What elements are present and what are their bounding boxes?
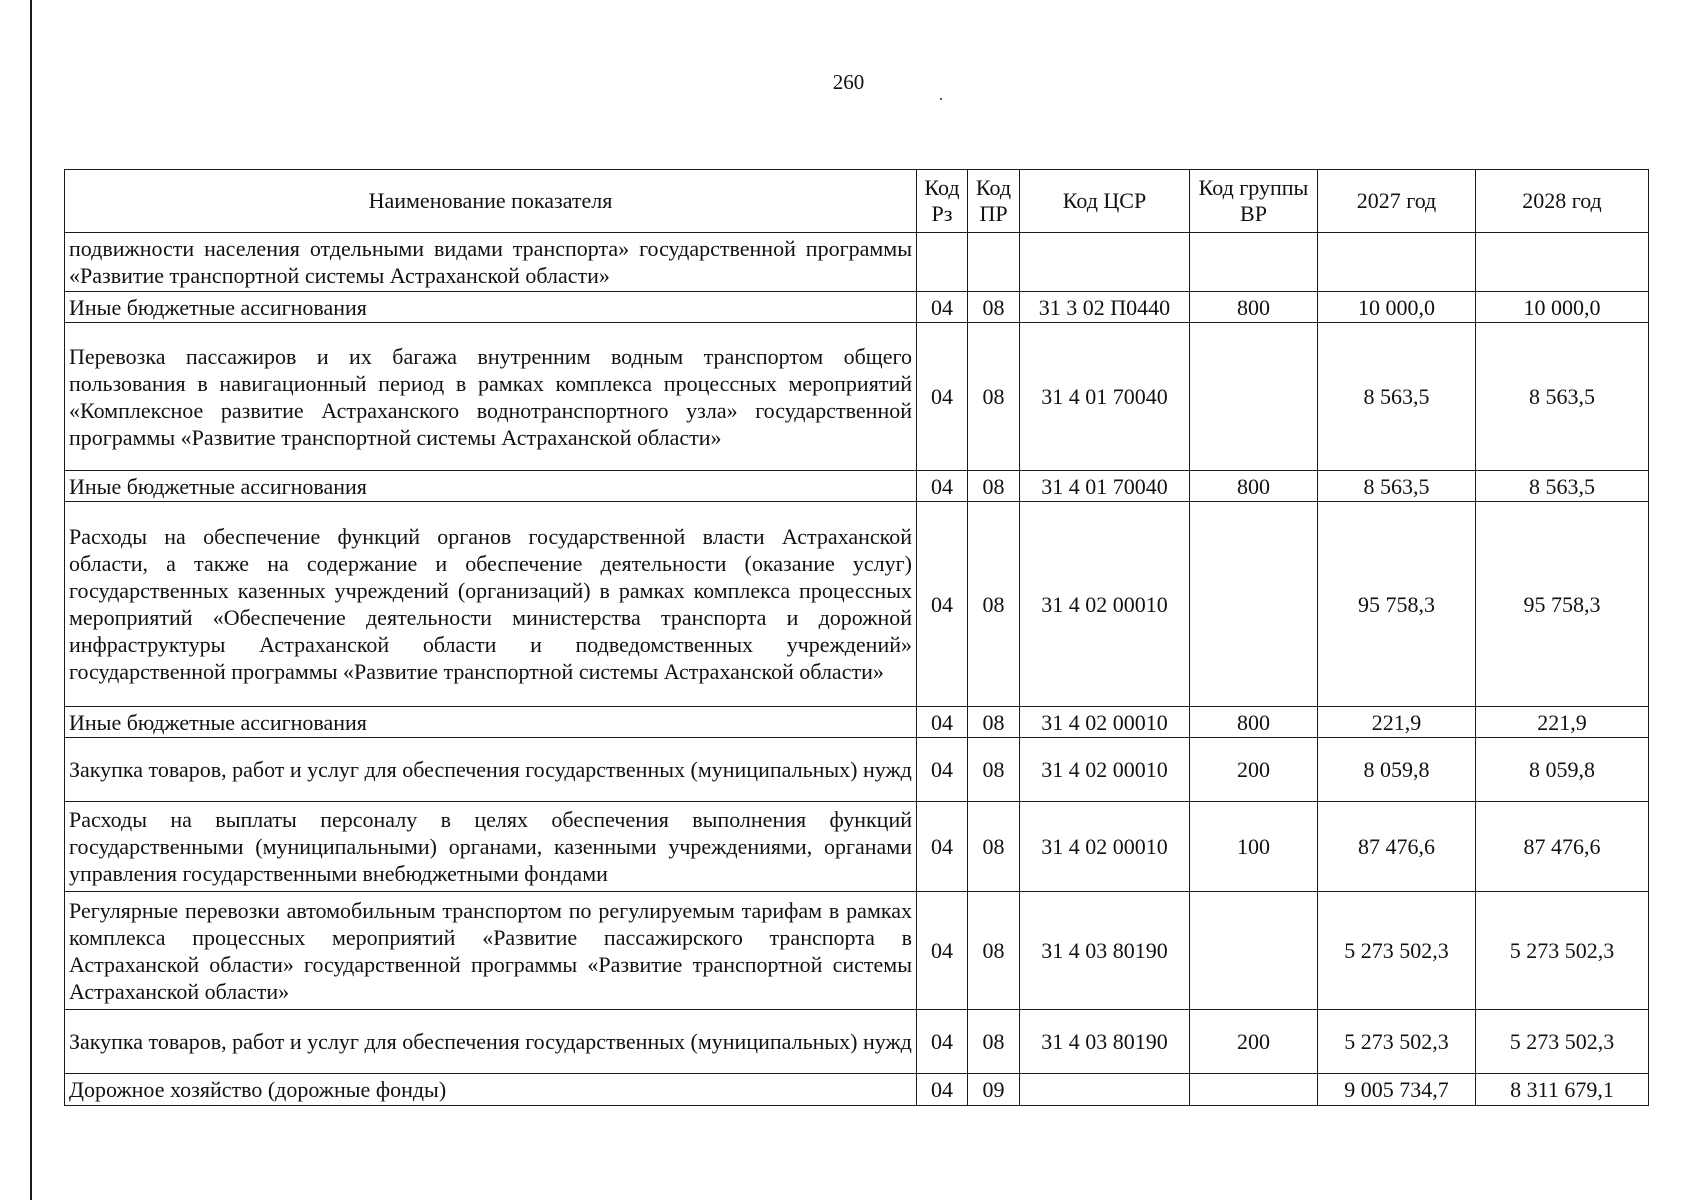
row-csr <box>1020 1074 1190 1106</box>
row-2028: 221,9 <box>1476 707 1649 738</box>
row-rz: 04 <box>917 323 968 471</box>
row-2027: 8 563,5 <box>1318 323 1476 471</box>
row-vr <box>1190 892 1318 1010</box>
row-csr: 31 4 02 00010 <box>1020 502 1190 707</box>
row-2028: 8 563,5 <box>1476 471 1649 502</box>
row-csr: 31 3 02 П0440 <box>1020 292 1190 323</box>
row-pr: 08 <box>968 471 1020 502</box>
row-pr: 08 <box>968 323 1020 471</box>
row-2027: 5 273 502,3 <box>1318 1010 1476 1074</box>
header-pr: Код ПР <box>968 170 1020 233</box>
row-pr: 09 <box>968 1074 1020 1106</box>
row-2027: 221,9 <box>1318 707 1476 738</box>
row-rz <box>917 233 968 292</box>
row-rz: 04 <box>917 802 968 892</box>
table-row <box>65 323 1649 471</box>
row-rz: 04 <box>917 707 968 738</box>
row-2028: 8 059,8 <box>1476 738 1649 802</box>
row-rz: 04 <box>917 1074 968 1106</box>
row-csr: 31 4 01 70040 <box>1020 471 1190 502</box>
table-row <box>65 738 1649 802</box>
row-2027: 8 059,8 <box>1318 738 1476 802</box>
row-vr <box>1190 323 1318 471</box>
row-pr: 08 <box>968 292 1020 323</box>
row-2028: 8 311 679,1 <box>1476 1074 1649 1106</box>
row-vr <box>1190 502 1318 707</box>
row-vr <box>1190 233 1318 292</box>
table-row <box>65 233 1649 292</box>
row-name: Иные бюджетные ассигнования <box>65 707 917 738</box>
row-vr: 800 <box>1190 292 1318 323</box>
row-csr <box>1020 233 1190 292</box>
row-2028: 87 476,6 <box>1476 802 1649 892</box>
table-row <box>65 292 1649 323</box>
row-csr: 31 4 03 80190 <box>1020 892 1190 1010</box>
table-row <box>65 1074 1649 1106</box>
row-rz: 04 <box>917 292 968 323</box>
row-2028: 5 273 502,3 <box>1476 1010 1649 1074</box>
row-pr: 08 <box>968 707 1020 738</box>
row-csr: 31 4 02 00010 <box>1020 802 1190 892</box>
row-pr: 08 <box>968 502 1020 707</box>
row-name: Закупка товаров, работ и услуг для обеспечения государственных (муниципальных) нужд <box>65 1010 917 1074</box>
row-pr <box>968 233 1020 292</box>
row-csr: 31 4 01 70040 <box>1020 323 1190 471</box>
row-csr: 31 4 03 80190 <box>1020 1010 1190 1074</box>
header-2028: 2028 год <box>1476 170 1649 233</box>
binding-margin-line <box>30 0 32 1200</box>
table-row <box>65 1010 1649 1074</box>
page-number: 260 <box>832 70 865 94</box>
row-rz: 04 <box>917 471 968 502</box>
row-vr: 100 <box>1190 802 1318 892</box>
row-name: Расходы на обеспечение функций органов государственной власти Астраханской области, а также на содержание и обеспечение деятельности (оказание услуг) государственных казенных учреждений (организаций) в рамках комплекса процессных мероприятий «Обеспечение деятельности министерства транспорта и дорожной инфраструктуры Астраханской области и подведомственных учреждений» государственной программы «Развитие транспортной системы Астраханской области» <box>65 502 917 707</box>
row-2028: 5 273 502,3 <box>1476 892 1649 1010</box>
row-rz: 04 <box>917 502 968 707</box>
row-2027: 95 758,3 <box>1318 502 1476 707</box>
row-2028: 10 000,0 <box>1476 292 1649 323</box>
row-2027 <box>1318 233 1476 292</box>
table-row <box>65 892 1649 1010</box>
row-2027: 8 563,5 <box>1318 471 1476 502</box>
row-2027: 10 000,0 <box>1318 292 1476 323</box>
row-name: Дорожное хозяйство (дорожные фонды) <box>65 1074 917 1106</box>
row-rz: 04 <box>917 892 968 1010</box>
header-2027: 2027 год <box>1318 170 1476 233</box>
table-row <box>65 707 1649 738</box>
row-name: Расходы на выплаты персоналу в целях обеспечения выполнения функций государственными (муниципальными) органами, казенными учреждениями, органами управления государственными внебюджетными фондами <box>65 802 917 892</box>
row-2028: 95 758,3 <box>1476 502 1649 707</box>
row-name: подвижности населения отдельными видами транспорта» государственной программы «Развитие транспортной системы Астраханской области» <box>65 233 917 292</box>
table-row <box>65 502 1649 707</box>
row-2027: 9 005 734,7 <box>1318 1074 1476 1106</box>
table-row <box>65 471 1649 502</box>
row-rz: 04 <box>917 1010 968 1074</box>
row-pr: 08 <box>968 738 1020 802</box>
row-2028 <box>1476 233 1649 292</box>
row-name: Перевозка пассажиров и их багажа внутренним водным транспортом общего пользования в навигационный период в рамках комплекса процессных мероприятий «Комплексное развитие Астраханского воднотранспортного узла» государственной программы «Развитие транспортной системы Астраханской области» <box>65 323 917 471</box>
row-vr: 800 <box>1190 707 1318 738</box>
scan-speck <box>940 98 942 100</box>
row-name: Регулярные перевозки автомобильным транспортом по регулируемым тарифам в рамках комплекса процессных мероприятий «Развитие пассажирского транспорта в Астраханской области» государственной программы «Развитие транспортной системы Астраханской области» <box>65 892 917 1010</box>
row-csr: 31 4 02 00010 <box>1020 738 1190 802</box>
row-vr: 800 <box>1190 471 1318 502</box>
header-vr: Код группы ВР <box>1190 170 1318 233</box>
budget-table <box>64 169 1649 1106</box>
row-2028: 8 563,5 <box>1476 323 1649 471</box>
header-csr: Код ЦСР <box>1020 170 1190 233</box>
row-pr: 08 <box>968 802 1020 892</box>
row-rz: 04 <box>917 738 968 802</box>
row-name: Иные бюджетные ассигнования <box>65 471 917 502</box>
row-name: Закупка товаров, работ и услуг для обеспечения государственных (муниципальных) нужд <box>65 738 917 802</box>
table-row <box>65 802 1649 892</box>
row-pr: 08 <box>968 1010 1020 1074</box>
row-vr: 200 <box>1190 738 1318 802</box>
row-2027: 87 476,6 <box>1318 802 1476 892</box>
row-vr <box>1190 1074 1318 1106</box>
header-name: Наименование показателя <box>65 170 917 233</box>
row-2027: 5 273 502,3 <box>1318 892 1476 1010</box>
row-name: Иные бюджетные ассигнования <box>65 292 917 323</box>
row-vr: 200 <box>1190 1010 1318 1074</box>
row-csr: 31 4 02 00010 <box>1020 707 1190 738</box>
row-pr: 08 <box>968 892 1020 1010</box>
table-header-row <box>65 170 1649 233</box>
header-rz: Код Рз <box>917 170 968 233</box>
